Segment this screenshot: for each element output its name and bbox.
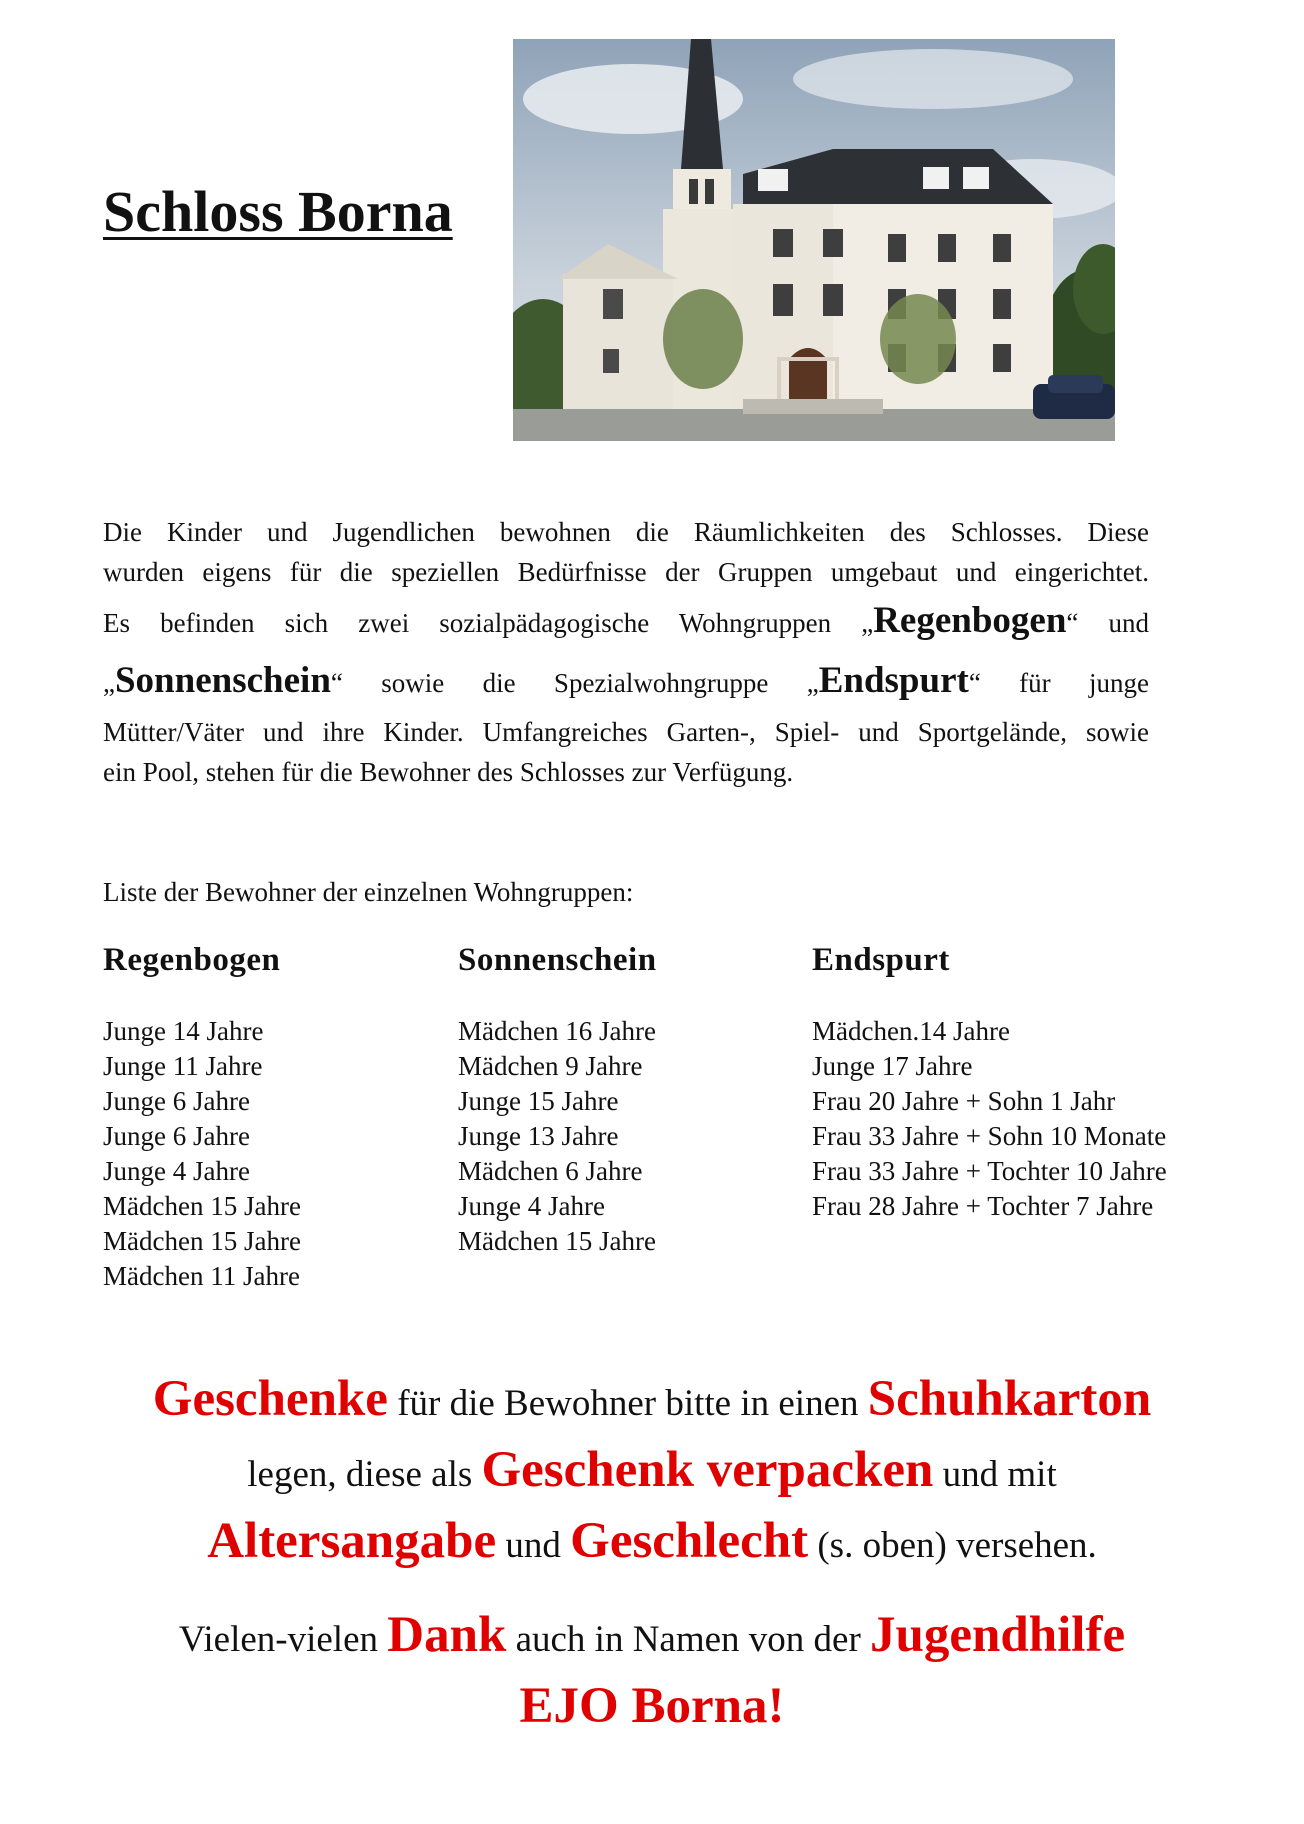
resident-entry: Frau 28 Jahre + Tochter 7 Jahre — [812, 1191, 1154, 1221]
intro-line: wurden eigens für die speziellen Bedürfnisse der Gruppen umgebaut und eingerichtet. — [103, 557, 1149, 587]
resident-entry: Mädchen 16 Jahre — [458, 1016, 656, 1046]
group-highlight-sonnenschein: Sonnenschein — [114, 660, 331, 701]
resident-entry: Mädchen 11 Jahre — [103, 1261, 300, 1291]
notice-line: Altersangabe und Geschlecht (s. oben) versehen. — [207, 1513, 1097, 1569]
gift-notice — [0, 1366, 1304, 1579]
resident-entry: Mädchen 15 Jahre — [103, 1191, 301, 1221]
page-title: Schloss Borna — [103, 179, 453, 244]
group-highlight-regenbogen: Regenbogen — [873, 600, 1067, 641]
intro-line: Mütter/Väter und ihre Kinder. Umfangreiches Garten-, Spiel- und Sportgelände, sowie — [103, 717, 1149, 747]
resident-entry: Junge 6 Jahre — [103, 1086, 250, 1116]
group-column-sonnenschein — [458, 940, 657, 1259]
group-heading: Regenbogen — [103, 942, 281, 978]
resident-entry: Junge 14 Jahre — [103, 1016, 264, 1046]
resident-entry: Frau 33 Jahre + Tochter 10 Jahre — [812, 1156, 1167, 1186]
intro-line: Es befinden sich zwei sozialpädagogische Wohngruppen „Regenbogen“ und — [103, 600, 1149, 641]
thanks-line: Vielen-vielen Dank auch in Namen von der Jugendhilfe — [178, 1607, 1126, 1663]
notice-line: Geschenke für die Bewohner bitte in einen Schuhkarton — [152, 1371, 1152, 1427]
intro-paragraph — [103, 512, 1149, 792]
resident-entry: Mädchen.14 Jahre — [812, 1016, 1010, 1046]
resident-entry: Junge 6 Jahre — [103, 1121, 250, 1151]
intro-line: „Sonnenschein“ sowie die Spezialwohngruppe „Endspurt“ für junge — [103, 660, 1149, 701]
group-heading: Endspurt — [812, 942, 950, 978]
group-column-regenbogen — [103, 940, 301, 1294]
thanks-message — [0, 1602, 1304, 1744]
resident-entry: Frau 20 Jahre + Sohn 1 Jahr — [812, 1086, 1116, 1116]
group-heading: Sonnenschein — [458, 942, 657, 978]
resident-entry: Mädchen 9 Jahre — [458, 1051, 643, 1081]
notice-line: legen, diese als Geschenk verpacken und mit — [247, 1442, 1057, 1498]
resident-entry: Junge 4 Jahre — [458, 1191, 605, 1221]
resident-entry: Junge 15 Jahre — [458, 1086, 619, 1116]
resident-entry: Mädchen 15 Jahre — [103, 1226, 301, 1256]
resident-entry: Junge 4 Jahre — [103, 1156, 250, 1186]
intro-line: Die Kinder und Jugendlichen bewohnen die Räumlichkeiten des Schlosses. Diese — [103, 517, 1149, 547]
group-column-endspurt — [812, 940, 1167, 1224]
resident-entry: Junge 13 Jahre — [458, 1121, 619, 1151]
resident-entry: Junge 17 Jahre — [812, 1051, 973, 1081]
list-intro: Liste der Bewohner der einzelnen Wohngruppen: — [103, 877, 634, 907]
thanks-line: EJO Borna! — [519, 1678, 785, 1734]
resident-entry: Junge 11 Jahre — [103, 1051, 263, 1081]
resident-entry: Mädchen 15 Jahre — [458, 1226, 656, 1256]
group-highlight-endspurt: Endspurt — [818, 660, 969, 701]
castle-photo — [513, 39, 1115, 441]
resident-entry: Mädchen 6 Jahre — [458, 1156, 643, 1186]
intro-line: ein Pool, stehen für die Bewohner des Schlosses zur Verfügung. — [103, 757, 794, 787]
resident-entry: Frau 33 Jahre + Sohn 10 Monate — [812, 1121, 1167, 1151]
